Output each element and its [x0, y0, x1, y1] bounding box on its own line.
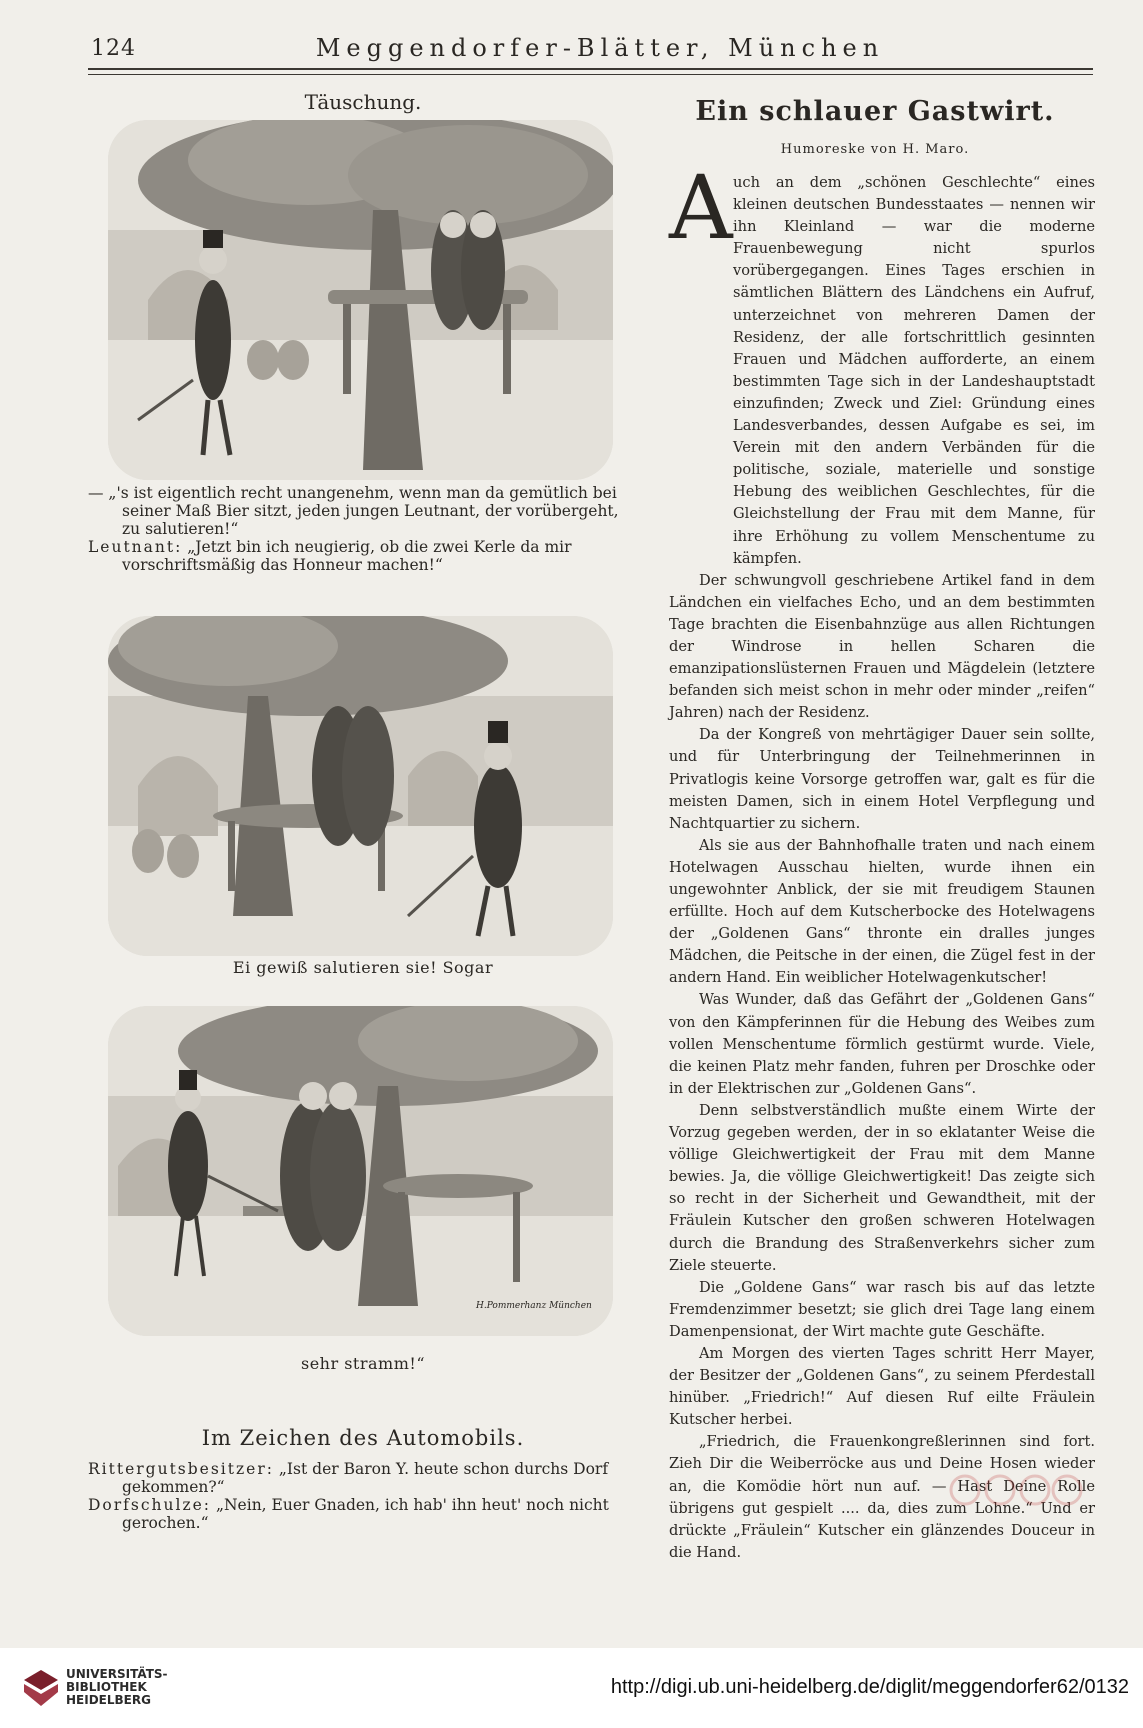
cartoon-panel-1: [108, 120, 613, 480]
beer-garden-illustration-2: [108, 616, 613, 956]
dialog-line-landowner: Rittergutsbesitzer: „Ist der Baron Y. heute schon durchs Dorf gekommen?“: [88, 1460, 609, 1496]
story-paragraph: Denn selbstverständlich mußte einem Wirte der Vorzug gegeben werden, der in so eklatanter Weise die völlige Gleichwertigkeit der Frau mit dem Manne bewies. Ja, die völlige Gleichwertigkeit! Das zeigte sich so recht in der Sicherheit und Gewandtheit, mit der Fräulein Kutscher den großen schweren Hotelwagen durch die Brandung des Straßenverkehrs sicher zum Ziele steuerte.: [669, 1101, 1095, 1274]
story-paragraph: uch an dem „schönen Geschlechte“ eines kleinen deutschen Bundesstaates — nennen wir ihn Kleinland — war die moderne Frauenbewegung nicht spurlos vorübergegangen. Eines Tages erschien in sämtlichen Blättern des Ländchens ein Aufruf, unterzeichnet von mehreren Damen der Residenz, der alle fortschrittlich gesinnten Frauen und Mädchen aufforderte, an einem bestimmten Tage sich in der Landeshauptstadt einzufinden; Zweck und Ziel: Gründung eines Landesverbandes, dessen Aufgabe es sei, im Verein mit den andern Verbänden für die politische, soziale, materielle und sonstige Hebung des weiblichen Geschlechtes, für die Gleichstellung der Frau mit dem Manne, für ihre Erhöhung zu vollem Menschentume zu kämpfen.: [733, 174, 1095, 567]
automobil-dialog: [88, 1460, 638, 1532]
story-paragraph: Die „Goldene Gans“ war rasch bis auf das letzte Fremdenzimmer besetzt; sie glich drei Tage lang einem Damenpensionat, der Wirt machte gute Geschäfte.: [669, 1278, 1095, 1340]
dialog-line-mayor: Dorfschulze: „Nein, Euer Gnaden, ich hab' ihn heut' noch nicht gerochen.“: [88, 1496, 609, 1532]
digitization-footer: [0, 1648, 1143, 1728]
drop-cap: A: [669, 156, 733, 259]
story-paragraph: Der schwungvoll geschriebene Artikel fand in dem Ländchen ein vielfaches Echo, und an dem bestimmten Tage brachten die Eisenbahnzüge aus allen Richtungen der Windrose in hellen Scharen die emanzipationslüsternen Frauen und Mägdelein (letztere befanden sich meist schon in mehr oder minder „reifen“ Jahren) nach der Residenz.: [669, 571, 1095, 722]
story-paragraph: Am Morgen des vierten Tages schritt Herr Mayer, der Besitzer der „Goldenen Gans“, zu seinem Pferdestall hinüber. „Friedrich!“ Auf diesen Ruf eilte Fräulein Kutscher herbei.: [669, 1344, 1095, 1429]
panel-1-dialog: [88, 484, 638, 574]
artist-signature: H.Pommerhanz München: [476, 1301, 592, 1311]
cartoon-panel-3: [108, 1006, 613, 1336]
automobil-title: Im Zeichen des Automobils.: [201, 1426, 525, 1450]
university-library-logo-icon: [22, 1668, 60, 1708]
story-byline: Humoreske von H. Maro.: [780, 142, 970, 157]
source-url[interactable]: http://digi.ub.uni-heidelberg.de/diglit/meggendorfer62/0132: [610, 1676, 1129, 1698]
cartoon-panel-2: [108, 616, 613, 956]
header-rule: [88, 68, 1093, 70]
story-paragraph: Da der Kongreß von mehrtägiger Dauer sein sollte, und für Unterbringung der Teilnehmerinnen in Privatlogis keine Vorsorge getroffen war, galt es für die meisten Damen, sich in einem Hotel Verpflegung und Nachtquartier zu sichern.: [669, 726, 1095, 832]
story-title: Ein schlauer Gastwirt.: [695, 96, 1055, 127]
institution-name: UNIVERSITÄTS- BIBLIOTHEK HEIDELBERG: [66, 1667, 168, 1707]
beer-garden-illustration-3: [108, 1006, 613, 1336]
story-paragraph: Als sie aus der Bahnhofhalle traten und nach einem Hotelwagen Ausschau hielten, wurde ihnen ein ungewohnter Anblick, der sie mit freudigem Staunen erfüllte. Hoch auf dem Kutscherbocke des Hotelwagens der „Goldenen Gans“ thronte ein dralles junges Mädchen, die Peitsche in der einen, die Zügel fest in der andern Hand. Ein weiblicher Hotelwagenkutscher!: [669, 836, 1095, 987]
dialog-line-lieutenant: Leutnant: „Jetzt bin ich neugierig, ob die zwei Kerle da mir vorschriftsmäßig das Honneur machen!“: [88, 538, 572, 574]
story-paragraph: Was Wunder, daß das Gefährt der „Goldenen Gans“ von den Kämpferinnen für die Hebung des Weibes zum vollen Menschentume förmlich gestürmt wurde. Viele, die keinen Platz mehr fanden, fuhren per Droschke oder in der Elektrischen zur „Goldenen Gans“.: [669, 991, 1095, 1097]
header-rule-thin: [88, 74, 1093, 75]
panel-2-caption: Ei gewiß salutieren sie! Sogar: [232, 958, 494, 977]
story-body: [669, 172, 1095, 1564]
page-number: 124: [91, 36, 136, 61]
library-stamp-mark: [945, 1470, 1085, 1510]
running-title: Meggendorfer-Blätter, München: [315, 34, 885, 62]
cartoon-title: Täuschung.: [304, 90, 422, 114]
story-paragraph: „Friedrich, die Frauenkongreßlerinnen sind fort. Zieh Dir die Weiberröcke aus und Deine Hosen wieder an, die Komödie hört nun auf. — Hast Deine Rolle übrigens gut gespielt .... da, dies zum Lohne.“ Und er drückte „Fräulein“ Kutscher ein glänzendes Douceur in die Hand.: [669, 1433, 1095, 1561]
panel-3-caption: sehr stramm!“: [301, 1354, 425, 1373]
dialog-line-civilian: — „'s ist eigentlich recht unangenehm, wenn man da gemütlich bei seiner Maß Bier sitzt, jeden jungen Leutnant, der vorübergeht, zu salutieren!“: [88, 484, 619, 538]
beer-garden-illustration-1: [108, 120, 613, 480]
